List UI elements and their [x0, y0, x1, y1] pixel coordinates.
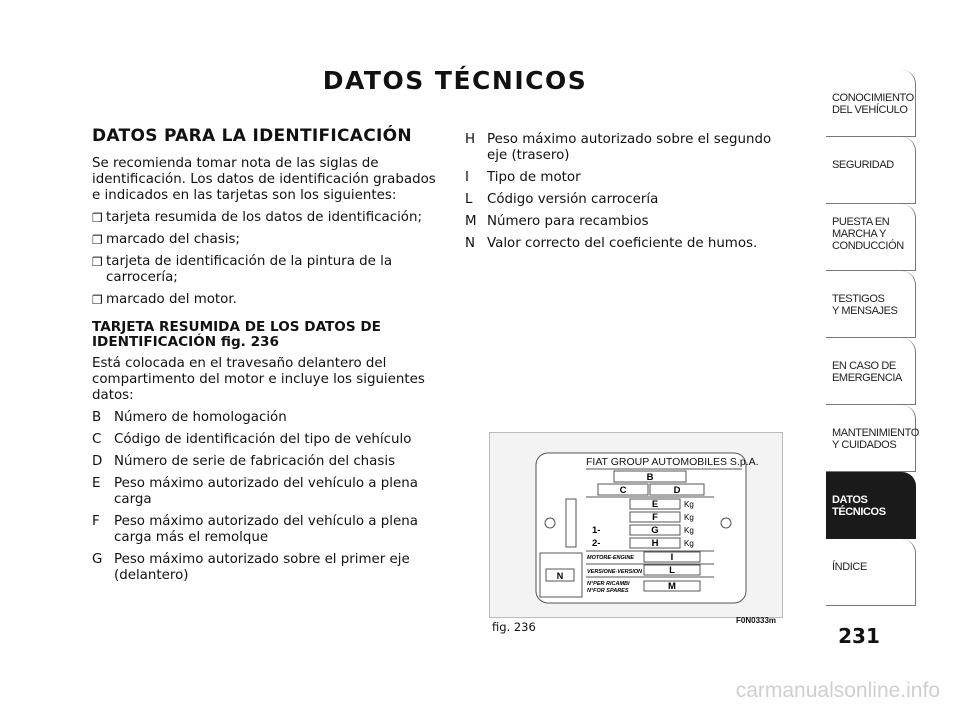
- plate-e: E: [651, 499, 659, 510]
- items-list-left: [92, 410, 448, 584]
- list-item: [92, 410, 448, 426]
- item-text: Peso máximo autorizado sobre el primer eje (delantero): [114, 552, 410, 583]
- figure-236: [489, 432, 783, 618]
- item-text: Código versión carrocería: [487, 192, 659, 207]
- bullet-text: tarjeta de identificación de la pintura de la carrocería;: [106, 254, 393, 285]
- list-item: [465, 132, 785, 164]
- item-text: Valor correcto del coeficiente de humos.: [487, 236, 758, 251]
- tab-indice[interactable]: ÍNDICE: [826, 539, 916, 606]
- plate-kg-e: Kg: [684, 500, 694, 509]
- plate-kg-f: Kg: [684, 513, 694, 522]
- plate-h: H: [651, 538, 659, 549]
- chapter-tabs: [826, 70, 919, 606]
- item-key: L: [465, 192, 473, 207]
- list-item: [92, 476, 448, 508]
- item-text: Peso máximo autorizado del vehículo a plena carga: [114, 476, 418, 507]
- list-item: [92, 432, 448, 448]
- page-number: 231: [838, 624, 880, 648]
- tab-mantenimiento[interactable]: MANTENIMIENTO Y CUIDADOS: [826, 405, 916, 472]
- item-key: N: [465, 236, 476, 251]
- list-item: [92, 454, 448, 470]
- plate-ricambi-2: N°FOR SPARES: [587, 588, 629, 594]
- list-item: [465, 236, 785, 252]
- tab-conocimiento[interactable]: CONOCIMIENTO DEL VEHÍCULO: [826, 70, 916, 137]
- list-item: [92, 254, 448, 286]
- plate-b: B: [646, 472, 654, 483]
- checkbox-bullet-icon: ❒: [92, 233, 103, 247]
- plate-m: M: [668, 581, 676, 592]
- plate-left-slot: [566, 499, 576, 547]
- right-column: [465, 132, 785, 258]
- subsection-title: TARJETA RESUMIDA DE LOS DATOS DE IDENTIFICACIÓN fig. 236: [92, 319, 381, 350]
- item-key: D: [92, 454, 103, 469]
- item-text: Tipo de motor: [487, 170, 581, 185]
- subsection-intro: Está colocada en el travesaño delantero del compartimento del motor e incluye los siguientes datos:: [92, 356, 425, 403]
- rivet-right-icon: [721, 518, 731, 528]
- item-key: G: [92, 552, 103, 567]
- list-item: [465, 170, 785, 186]
- figure-caption: fig. 236: [492, 620, 536, 634]
- rivet-left-icon: [545, 518, 555, 528]
- watermark: carmanualsonline.info: [735, 679, 940, 702]
- item-text: Número de serie de fabricación del chasis: [114, 454, 396, 469]
- list-item: [465, 192, 785, 208]
- list-item: [92, 210, 448, 226]
- item-key: E: [92, 476, 101, 491]
- identification-plate: [490, 433, 782, 617]
- plate-l: L: [669, 565, 675, 576]
- left-column: [92, 128, 448, 590]
- bullet-text: marcado del motor.: [106, 292, 237, 307]
- list-item: [465, 214, 785, 230]
- item-text: Peso máximo autorizado sobre el segundo eje (trasero): [487, 132, 772, 163]
- item-key: M: [465, 214, 477, 229]
- plate-ricambi-1: N°PER RICAMBI: [587, 581, 630, 587]
- plate-g: G: [651, 525, 659, 536]
- tab-testigos[interactable]: TESTIGOS Y MENSAJES: [826, 271, 916, 338]
- item-text: Código de identificación del tipo de vehículo: [114, 432, 412, 447]
- list-item: [92, 292, 448, 308]
- list-item: [92, 552, 448, 584]
- plate-header: FIAT GROUP AUTOMOBILES S.p.A.: [586, 456, 759, 468]
- checkbox-bullet-icon: ❒: [92, 211, 103, 225]
- tab-seguridad[interactable]: SEGURIDAD: [826, 137, 916, 204]
- item-text: Peso máximo autorizado del vehículo a plena carga más el remolque: [114, 514, 418, 545]
- intro-paragraph: Se recomienda tomar nota de las siglas de identificación. Los datos de identificación grabados e indicados en las tarjetas son los siguientes:: [92, 156, 436, 203]
- plate-axle-2: 2-: [592, 538, 601, 549]
- page-title: DATOS TÉCNICOS: [322, 66, 588, 95]
- plate-n-label: N: [556, 571, 564, 581]
- bullet-text: tarjeta resumida de los datos de identificación;: [106, 210, 422, 225]
- checkbox-bullet-icon: ❒: [92, 255, 103, 269]
- plate-f: F: [652, 512, 658, 523]
- plate-versione: VERSIONE-VERSION: [587, 569, 643, 575]
- figure-code: F0N0333m: [736, 616, 777, 625]
- item-text: Número para recambios: [487, 214, 649, 229]
- section-title: DATOS PARA LA IDENTIFICACIÓN: [92, 126, 412, 146]
- tab-datos-tecnicos[interactable]: DATOS TÉCNICOS: [826, 472, 916, 539]
- plate-i: I: [670, 552, 674, 563]
- bullet-text: marcado del chasis;: [106, 232, 240, 247]
- plate-kg-h: Kg: [684, 539, 694, 548]
- item-key: C: [92, 432, 102, 447]
- list-item: [92, 232, 448, 248]
- tab-puesta-en-marcha[interactable]: PUESTA EN MARCHA Y CONDUCCIÓN: [826, 204, 916, 271]
- item-key: H: [465, 132, 476, 147]
- item-key: F: [92, 514, 100, 529]
- item-key: I: [465, 170, 469, 185]
- plate-d: D: [673, 485, 681, 496]
- list-item: [92, 514, 448, 546]
- plate-motore: MOTORE-ENGINE: [587, 555, 634, 561]
- checkbox-bullet-icon: ❒: [92, 293, 103, 307]
- plate-c: C: [619, 485, 627, 496]
- tab-emergencia[interactable]: EN CASO DE EMERGENCIA: [826, 338, 916, 405]
- bullet-list: [92, 210, 448, 308]
- plate-kg-g: Kg: [684, 526, 694, 535]
- plate-axle-1: 1-: [592, 525, 601, 536]
- item-text: Número de homologación: [114, 410, 287, 425]
- item-key: B: [92, 410, 102, 425]
